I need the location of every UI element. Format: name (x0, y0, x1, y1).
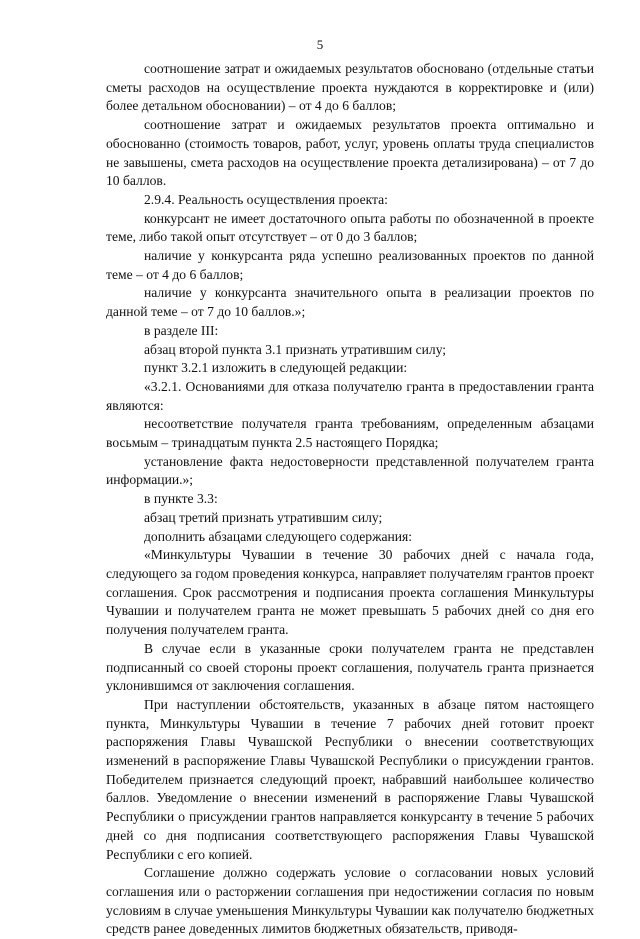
paragraph-circumstances: При наступлении обстоятельств, указанных в абзаце пятом настоящего пункта, Минкультуры Чувашии в течение 7 рабочих дней готовит проект распоряжения Главы Чувашской Республики о внесении соответствующих изменений в распоряжение Главы Чувашской Республики о присуждении грантов. Победителем признается следующий проект, набравший наибольшее количество баллов. Уведомление о внесении изменений в распоряжение Главы Чувашской Республики о присуждении грантов направляется конкурсанту в течение 5 рабочих дней со дня подписания соответствующего распоряжения Главы Чувашской Республики с его копией. (106, 696, 594, 862)
paragraph-supplement: дополнить абзацами следующего содержания: (144, 528, 413, 544)
paragraph-some-projects: наличие у конкурсанта ряда успешно реализованных проектов по данной теме – от 4 до 6 баллов; (106, 248, 594, 282)
paragraph-clause-3-3: в пункте 3.3: (144, 491, 218, 507)
paragraph-agreement-timeline: «Минкультуры Чувашии в течение 30 рабочих дней с начала года, следующего за годом проведения конкурса, направляет получателям грантов проект соглашения. Срок рассмотрения и подписания проекта соглашения Минкультуры Чувашии и получателем гранта не может превышать 5 рабочих дней со дня его получения получателем гранта. (106, 547, 594, 638)
paragraph-refusal-grounds: «3.2.1. Основаниями для отказа получателю гранта в предоставлении гранта являются: (106, 378, 594, 413)
paragraph-cost-ratio-optimal: соотношение затрат и ожидаемых результатов проекта оптимально и обоснованно (стоимость товаров, работ, услуг, уровень оплаты труда специалистов не завышены, смета расходов на осуществление проекта детализирована) – от 7 до 10 баллов. (106, 117, 594, 189)
page-number: 5 (316, 37, 324, 52)
document-body (106, 60, 594, 939)
paragraph-no-experience: конкурсант не имеет достаточного опыта работы по обозначенной в проекте теме, либо такой опыт отсутствует – от 0 до 3 баллов; (106, 210, 594, 245)
paragraph-clause-3-1: абзац второй пункта 3.1 признать утратившим силу; (144, 341, 447, 357)
paragraph-clause-3-2-1: пункт 3.2.1 изложить в следующей редакции: (144, 360, 408, 376)
paragraph-significant-experience: наличие у конкурсанта значительного опыта в реализации проектов по данной теме – от 7 до 10 баллов.»; (106, 285, 594, 320)
paragraph-agreement-conditions: Соглашение должно содержать условие о согласовании новых условий соглашения или о расторжении соглашения при недостижении согласия по новым условиям в случае уменьшения Минкультуры Чувашии как получателю бюджетных средств ранее доведенных лимитов бюджетных обязательств, приводя- (106, 865, 594, 937)
paragraph-section-iii: в разделе III: (144, 322, 219, 338)
paragraph-nonconformity: несоответствие получателя гранта требованиям, определенным абзацами восьмым – тринадцатым пункта 2.5 настоящего Порядка; (106, 416, 594, 451)
paragraph-third-abzac: абзац третий признать утратившим силу; (144, 509, 383, 525)
paragraph-false-information: установление факта недостоверности представленной получателем гранта информации.»; (106, 453, 594, 488)
paragraph-section-2-9-4: 2.9.4. Реальность осуществления проекта: (144, 191, 388, 207)
paragraph-cost-ratio-justified: соотношение затрат и ожидаемых результатов обосновано (отдельные статьи сметы расходов на осуществление проекта нуждаются в корректировке и (или) более детальном обосновании) – от 4 до 6 баллов; (106, 61, 594, 114)
paragraph-evasion: В случае если в указанные сроки получателем гранта не представлен подписанный со своей стороны проект соглашения, получатель гранта признается уклонившимся от заключения соглашения. (106, 640, 594, 694)
